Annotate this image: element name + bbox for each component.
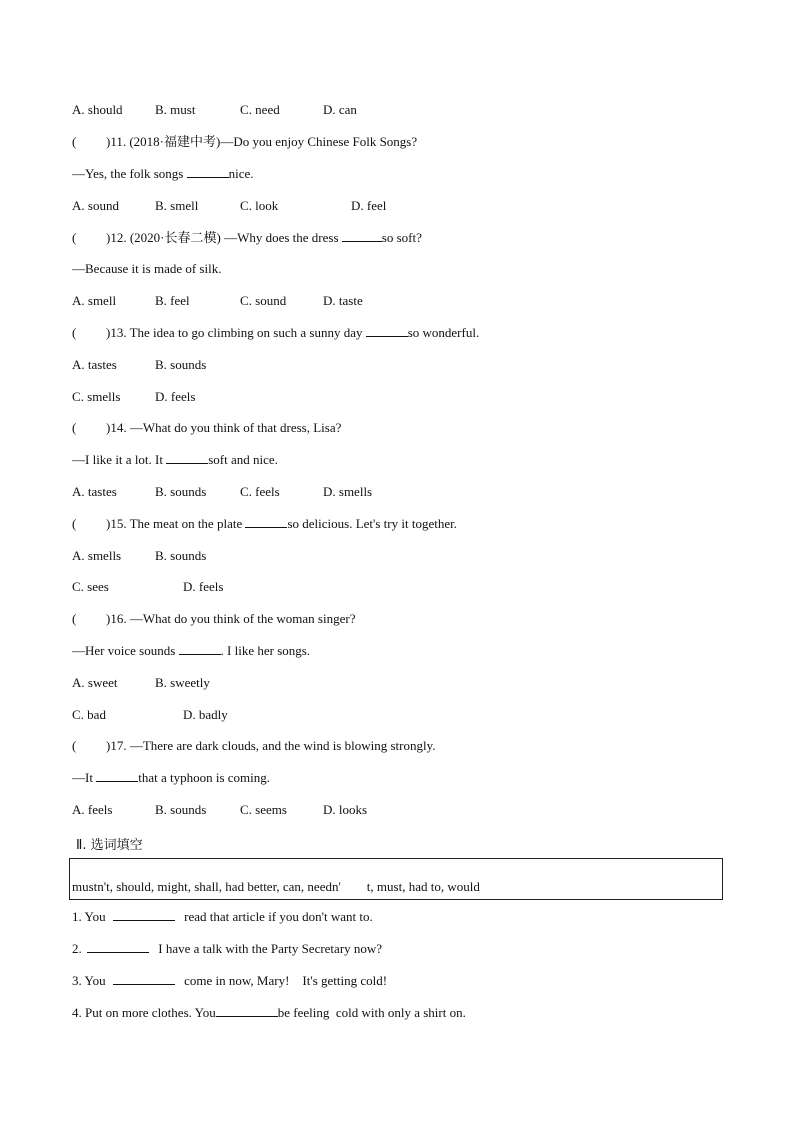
q11-stem: ( )11. (2018·福建中考)—Do you enjoy Chinese Folk Songs?	[72, 134, 418, 149]
answer-blank[interactable]	[113, 973, 175, 985]
fill-item-1: 1. You read that article if you don't want to.	[72, 909, 373, 924]
q16-option-b: B. sweetly	[155, 675, 210, 690]
answer-blank[interactable]	[113, 909, 175, 921]
q13-option-d: D. feels	[155, 389, 196, 404]
answer-blank[interactable]	[342, 230, 382, 242]
answer-blank[interactable]	[179, 643, 221, 655]
q12-option-a: A. smell	[72, 293, 117, 308]
answer-paren: (	[72, 134, 77, 149]
q10-option-d: D. can	[323, 102, 357, 117]
answer-blank[interactable]	[87, 941, 149, 953]
fill-item-2: 2. I have a talk with the Party Secretary now?	[72, 941, 383, 956]
q16-option-c: C. bad	[72, 707, 106, 722]
q13-stem: ( )13. The idea to go climbing on such a sunny day so wonderful.	[72, 325, 480, 340]
q17-reply: —It that a typhoon is coming.	[72, 770, 270, 785]
q16-reply: —Her voice sounds . I like her songs.	[72, 643, 311, 658]
q13-option-b: B. sounds	[155, 357, 207, 372]
q16-stem: ( )16. —What do you think of the woman singer?	[72, 611, 356, 626]
q13-option-c: C. smells	[72, 389, 121, 404]
q14-reply: —I like it a lot. It soft and nice.	[72, 452, 278, 467]
q10-option-b: B. must	[155, 102, 196, 117]
q15-option-b: B. sounds	[155, 548, 207, 563]
q14-option-c: C. feels	[240, 484, 280, 499]
q15-option-c: C. sees	[72, 579, 109, 594]
q15-option-a: A. smells	[72, 548, 122, 563]
word-bank-box	[69, 858, 723, 900]
answer-blank[interactable]	[96, 770, 138, 782]
q11-option-d: D. feel	[351, 198, 387, 213]
q12-stem: ( )12. (2020·长春二模) —Why does the dress so soft?	[72, 230, 422, 245]
answer-paren: (	[72, 611, 77, 626]
q17-option-c: C. seems	[240, 802, 287, 817]
q12-option-c: C. sound	[240, 293, 287, 308]
q12-option-d: D. taste	[323, 293, 363, 308]
q17-option-a: A. feels	[72, 802, 113, 817]
q11-option-c: C. look	[240, 198, 279, 213]
q10-option-c: C. need	[240, 102, 280, 117]
q14-stem: ( )14. —What do you think of that dress, Lisa?	[72, 420, 342, 435]
section-title: Ⅱ. 选词填空	[76, 838, 143, 853]
q11-reply: —Yes, the folk songs nice.	[72, 166, 254, 181]
q11-option-a: A. sound	[72, 198, 119, 213]
answer-blank[interactable]	[166, 452, 208, 464]
answer-paren: (	[72, 516, 77, 531]
answer-paren: (	[72, 420, 77, 435]
word-bank: mustn't, should, might, shall, had better, can, needn' t, must, had to, would	[72, 879, 480, 894]
answer-paren: (	[72, 738, 77, 753]
q14-option-a: A. tastes	[72, 484, 117, 499]
fill-item-3: 3. You come in now, Mary! It's getting cold!	[72, 973, 388, 988]
q12-option-b: B. feel	[155, 293, 190, 308]
q12-reply: —Because it is made of silk.	[72, 261, 222, 276]
q15-option-d: D. feels	[183, 579, 224, 594]
q15-stem: ( )15. The meat on the plate so delicious. Let's try it together.	[72, 516, 457, 531]
q14-option-d: D. smells	[323, 484, 373, 499]
q14-option-b: B. sounds	[155, 484, 207, 499]
answer-paren: (	[72, 230, 77, 245]
q16-option-d: D. badly	[183, 707, 228, 722]
q11-option-b: B. smell	[155, 198, 199, 213]
q17-option-b: B. sounds	[155, 802, 207, 817]
q17-option-d: D. looks	[323, 802, 368, 817]
answer-blank[interactable]	[187, 166, 229, 178]
q16-option-a: A. sweet	[72, 675, 118, 690]
answer-blank[interactable]	[216, 1005, 278, 1017]
q10-option-a: A. should	[72, 102, 123, 117]
answer-blank[interactable]	[366, 325, 408, 337]
fill-item-4: 4. Put on more clothes. You be feeling cold with only a shirt on.	[72, 1005, 466, 1020]
q17-stem: ( )17. —There are dark clouds, and the wind is blowing strongly.	[72, 738, 436, 753]
answer-paren: (	[72, 325, 77, 340]
q13-option-a: A. tastes	[72, 357, 117, 372]
answer-blank[interactable]	[245, 516, 287, 528]
